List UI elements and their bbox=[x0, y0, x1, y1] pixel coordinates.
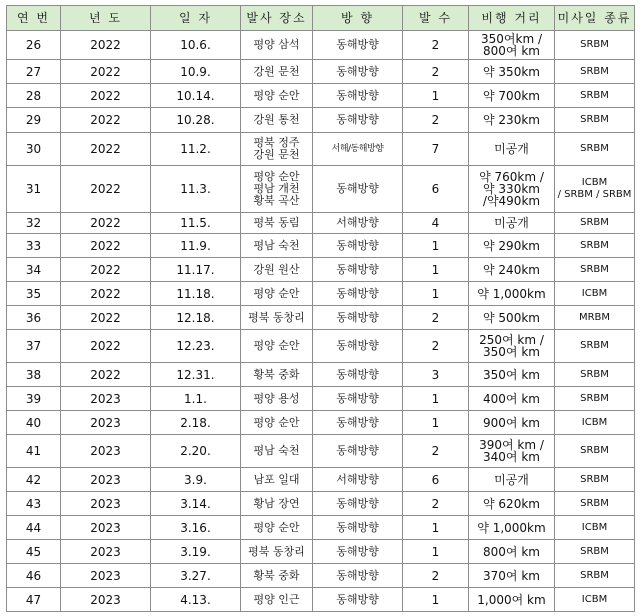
cell-launch-site-line: 황북 중화 bbox=[253, 568, 300, 582]
cell-missile-type-line: SRBM bbox=[580, 368, 609, 380]
cell-serial: 31 bbox=[7, 166, 61, 213]
cell-serial: 43 bbox=[7, 492, 61, 516]
cell-year: 2022 bbox=[61, 133, 151, 166]
cell-year: 2022 bbox=[61, 108, 151, 133]
cell-missile-type bbox=[555, 133, 635, 166]
cell-launch-site-line: 남포 일대 bbox=[253, 472, 300, 486]
cell-count: 2 bbox=[403, 108, 469, 133]
cell-launch-site bbox=[241, 108, 313, 133]
cell-launch-site bbox=[241, 564, 313, 588]
cell-serial: 26 bbox=[7, 31, 61, 60]
cell-serial: 33 bbox=[7, 234, 61, 258]
cell-direction: 동해방향 bbox=[313, 363, 403, 387]
cell-year: 2022 bbox=[61, 306, 151, 330]
table-row bbox=[7, 492, 635, 516]
table-row bbox=[7, 330, 635, 363]
cell-launch-site-line: 평북 정주 bbox=[253, 136, 300, 149]
cell-year: 2023 bbox=[61, 540, 151, 564]
cell-launch-site-line: 평남 개천 bbox=[253, 182, 300, 195]
cell-launch-site bbox=[241, 330, 313, 363]
cell-date: 3.14. bbox=[151, 492, 241, 516]
cell-count: 3 bbox=[403, 363, 469, 387]
cell-flight-distance bbox=[469, 282, 555, 306]
cell-launch-site-line: 평양 순안 bbox=[253, 339, 300, 352]
cell-count: 2 bbox=[403, 564, 469, 588]
cell-launch-site-line: 황북 곡산 bbox=[253, 194, 300, 207]
table-row bbox=[7, 60, 635, 84]
cell-flight-distance bbox=[469, 540, 555, 564]
cell-count: 2 bbox=[403, 31, 469, 60]
cell-flight-distance-line: 약 1,000km bbox=[477, 520, 546, 535]
cell-launch-site-line: 황남 장연 bbox=[253, 496, 300, 510]
cell-date: 4.13. bbox=[151, 588, 241, 612]
cell-direction: 동해방향 bbox=[313, 108, 403, 133]
cell-flight-distance bbox=[469, 84, 555, 108]
cell-year: 2023 bbox=[61, 435, 151, 468]
cell-year: 2022 bbox=[61, 282, 151, 306]
cell-launch-site-line: 평남 숙천 bbox=[253, 444, 300, 457]
header-date: 일 자 bbox=[151, 6, 241, 31]
header-year: 년 도 bbox=[61, 6, 151, 31]
table-row bbox=[7, 468, 635, 492]
cell-date: 12.18. bbox=[151, 306, 241, 330]
cell-date: 11.9. bbox=[151, 234, 241, 258]
cell-missile-type-line: SRBM bbox=[580, 89, 609, 101]
cell-serial: 44 bbox=[7, 516, 61, 540]
cell-launch-site-line: 강원 원산 bbox=[253, 262, 300, 276]
cell-launch-site-line: 강원 통천 bbox=[253, 113, 300, 126]
header-flight-distance: 비행 거리 bbox=[469, 6, 555, 31]
cell-flight-distance-line: 약 330km bbox=[483, 182, 540, 196]
cell-flight-distance-line: 약 700km bbox=[483, 88, 540, 103]
cell-year: 2023 bbox=[61, 516, 151, 540]
cell-serial: 34 bbox=[7, 258, 61, 282]
cell-serial: 29 bbox=[7, 108, 61, 133]
cell-flight-distance-line: 약 290km bbox=[483, 238, 540, 253]
cell-direction: 동해방향 bbox=[313, 411, 403, 435]
cell-missile-type-line: SRBM bbox=[580, 340, 609, 351]
cell-launch-site bbox=[241, 234, 313, 258]
cell-missile-type bbox=[555, 306, 635, 330]
cell-missile-type-line: ICBM bbox=[581, 521, 608, 533]
table-row bbox=[7, 306, 635, 330]
cell-flight-distance bbox=[469, 516, 555, 540]
cell-launch-site-line: 평북 동창리 bbox=[248, 544, 305, 558]
cell-serial: 36 bbox=[7, 306, 61, 330]
cell-flight-distance-line: 1,000여 km bbox=[477, 592, 546, 607]
cell-direction: 동해방향 bbox=[313, 387, 403, 411]
cell-missile-type bbox=[555, 588, 635, 612]
table-header-row bbox=[7, 6, 635, 31]
cell-date: 11.3. bbox=[151, 166, 241, 213]
cell-count: 1 bbox=[403, 516, 469, 540]
table-row bbox=[7, 588, 635, 612]
cell-launch-site bbox=[241, 133, 313, 166]
cell-missile-type bbox=[555, 166, 635, 213]
cell-missile-type-line: SRBM bbox=[580, 445, 609, 456]
cell-date: 3.9. bbox=[151, 468, 241, 492]
cell-missile-type bbox=[555, 492, 635, 516]
cell-missile-type bbox=[555, 330, 635, 363]
table-row bbox=[7, 31, 635, 60]
cell-count: 1 bbox=[403, 540, 469, 564]
cell-serial: 40 bbox=[7, 411, 61, 435]
table-row bbox=[7, 213, 635, 234]
cell-serial: 32 bbox=[7, 213, 61, 234]
cell-direction: 서해/동해방향 bbox=[313, 133, 403, 166]
cell-flight-distance bbox=[469, 564, 555, 588]
cell-direction: 동해방향 bbox=[313, 31, 403, 60]
cell-launch-site bbox=[241, 363, 313, 387]
cell-direction: 동해방향 bbox=[313, 588, 403, 612]
table-body bbox=[7, 31, 635, 612]
cell-missile-type-line: ICBM bbox=[581, 593, 608, 605]
cell-year: 2022 bbox=[61, 31, 151, 60]
cell-missile-type bbox=[555, 60, 635, 84]
cell-missile-type-line: / SRBM / SRBM bbox=[557, 189, 632, 200]
cell-launch-site bbox=[241, 411, 313, 435]
cell-serial: 42 bbox=[7, 468, 61, 492]
missile-launch-table bbox=[6, 5, 635, 612]
cell-launch-site bbox=[241, 60, 313, 84]
cell-year: 2022 bbox=[61, 234, 151, 258]
cell-flight-distance-line: 미공개 bbox=[494, 472, 529, 487]
cell-flight-distance-line: 400여 km bbox=[483, 391, 540, 406]
cell-direction: 동해방향 bbox=[313, 492, 403, 516]
cell-direction: 동해방향 bbox=[313, 60, 403, 84]
cell-date: 3.27. bbox=[151, 564, 241, 588]
cell-serial: 39 bbox=[7, 387, 61, 411]
cell-serial: 30 bbox=[7, 133, 61, 166]
cell-launch-site bbox=[241, 84, 313, 108]
cell-direction: 동해방향 bbox=[313, 234, 403, 258]
cell-launch-site-line: 강원 문천 bbox=[253, 64, 300, 78]
cell-count: 2 bbox=[403, 60, 469, 84]
cell-missile-type bbox=[555, 234, 635, 258]
cell-direction: 동해방향 bbox=[313, 435, 403, 468]
cell-launch-site bbox=[241, 492, 313, 516]
cell-flight-distance bbox=[469, 435, 555, 468]
cell-year: 2023 bbox=[61, 411, 151, 435]
cell-missile-type bbox=[555, 108, 635, 133]
cell-serial: 37 bbox=[7, 330, 61, 363]
cell-count: 1 bbox=[403, 282, 469, 306]
table-row bbox=[7, 84, 635, 108]
cell-count: 6 bbox=[403, 468, 469, 492]
cell-missile-type-line: SRBM bbox=[580, 217, 609, 228]
cell-serial: 28 bbox=[7, 84, 61, 108]
cell-serial: 27 bbox=[7, 60, 61, 84]
cell-year: 2022 bbox=[61, 213, 151, 234]
cell-flight-distance-line: 미공개 bbox=[494, 216, 529, 230]
cell-flight-distance bbox=[469, 492, 555, 516]
cell-flight-distance bbox=[469, 133, 555, 166]
cell-missile-type-line: ICBM bbox=[581, 287, 608, 299]
table-row bbox=[7, 282, 635, 306]
cell-flight-distance-line: 약 500km bbox=[483, 310, 540, 325]
header-launch-site: 발사 장소 bbox=[241, 6, 313, 31]
table-row bbox=[7, 234, 635, 258]
cell-missile-type bbox=[555, 435, 635, 468]
cell-count: 2 bbox=[403, 435, 469, 468]
cell-year: 2022 bbox=[61, 60, 151, 84]
cell-direction: 동해방향 bbox=[313, 166, 403, 213]
table-row bbox=[7, 387, 635, 411]
cell-launch-site-line: 평북 동창리 bbox=[248, 310, 305, 324]
cell-launch-site-line: 평북 동림 bbox=[253, 216, 300, 229]
cell-missile-type-line: SRBM bbox=[580, 239, 609, 251]
cell-launch-site-line: 평양 삼석 bbox=[253, 38, 300, 51]
cell-flight-distance-line: 350여 km bbox=[483, 345, 540, 359]
cell-count: 2 bbox=[403, 330, 469, 363]
cell-launch-site-line: 평양 순안 bbox=[253, 170, 300, 183]
cell-serial: 35 bbox=[7, 282, 61, 306]
cell-flight-distance-line: 350여km / bbox=[481, 32, 542, 46]
cell-launch-site bbox=[241, 166, 313, 213]
cell-date: 2.18. bbox=[151, 411, 241, 435]
cell-missile-type bbox=[555, 363, 635, 387]
cell-flight-distance-line: /약490km bbox=[482, 194, 541, 208]
cell-flight-distance-line: 800여 km bbox=[483, 44, 540, 58]
cell-count: 6 bbox=[403, 166, 469, 213]
cell-missile-type bbox=[555, 282, 635, 306]
cell-launch-site-line: 평양 순안 bbox=[253, 415, 300, 429]
cell-count: 1 bbox=[403, 387, 469, 411]
cell-launch-site bbox=[241, 588, 313, 612]
cell-launch-site-line: 평양 순안 bbox=[253, 286, 300, 300]
cell-missile-type bbox=[555, 31, 635, 60]
cell-missile-type-line: SRBM bbox=[580, 545, 609, 557]
cell-launch-site bbox=[241, 258, 313, 282]
table-row bbox=[7, 540, 635, 564]
cell-missile-type-line: SRBM bbox=[580, 39, 609, 50]
cell-flight-distance-line: 약 240km bbox=[483, 262, 540, 277]
cell-launch-site-line: 강원 문천 bbox=[253, 148, 300, 161]
cell-flight-distance bbox=[469, 306, 555, 330]
cell-direction: 서해방향 bbox=[313, 213, 403, 234]
cell-serial: 46 bbox=[7, 564, 61, 588]
cell-direction: 동해방향 bbox=[313, 330, 403, 363]
cell-missile-type-line: SRBM bbox=[580, 392, 609, 404]
cell-date: 10.9. bbox=[151, 60, 241, 84]
cell-missile-type bbox=[555, 564, 635, 588]
cell-missile-type bbox=[555, 84, 635, 108]
cell-date: 10.6. bbox=[151, 31, 241, 60]
cell-missile-type-line: SRBM bbox=[580, 497, 609, 509]
cell-serial: 38 bbox=[7, 363, 61, 387]
cell-date: 11.17. bbox=[151, 258, 241, 282]
cell-flight-distance-line: 350여 km bbox=[483, 367, 540, 382]
cell-year: 2022 bbox=[61, 330, 151, 363]
cell-missile-type bbox=[555, 387, 635, 411]
table-row bbox=[7, 516, 635, 540]
cell-launch-site bbox=[241, 306, 313, 330]
cell-flight-distance-line: 약 230km bbox=[483, 113, 540, 127]
cell-flight-distance bbox=[469, 258, 555, 282]
cell-year: 2022 bbox=[61, 258, 151, 282]
cell-serial: 47 bbox=[7, 588, 61, 612]
cell-year: 2022 bbox=[61, 363, 151, 387]
cell-launch-site-line: 평양 용성 bbox=[253, 391, 300, 405]
cell-missile-type-line: SRBM bbox=[580, 65, 609, 77]
cell-year: 2022 bbox=[61, 84, 151, 108]
cell-year: 2023 bbox=[61, 564, 151, 588]
cell-direction: 동해방향 bbox=[313, 306, 403, 330]
cell-launch-site bbox=[241, 387, 313, 411]
cell-year: 2023 bbox=[61, 492, 151, 516]
table-row bbox=[7, 133, 635, 166]
table-row bbox=[7, 564, 635, 588]
cell-count: 2 bbox=[403, 492, 469, 516]
cell-date: 11.5. bbox=[151, 213, 241, 234]
cell-missile-type bbox=[555, 540, 635, 564]
cell-date: 10.14. bbox=[151, 84, 241, 108]
cell-missile-type-line: ICBM bbox=[581, 177, 608, 188]
cell-flight-distance bbox=[469, 588, 555, 612]
cell-direction: 동해방향 bbox=[313, 282, 403, 306]
table-row bbox=[7, 258, 635, 282]
cell-missile-type bbox=[555, 468, 635, 492]
cell-flight-distance bbox=[469, 234, 555, 258]
cell-flight-distance bbox=[469, 108, 555, 133]
cell-flight-distance-line: 250여 km / bbox=[479, 333, 544, 347]
cell-launch-site bbox=[241, 31, 313, 60]
cell-flight-distance bbox=[469, 387, 555, 411]
header-missile-type: 미사일 종류 bbox=[555, 6, 635, 31]
cell-flight-distance-line: 370여 km bbox=[483, 568, 540, 583]
cell-serial: 41 bbox=[7, 435, 61, 468]
cell-flight-distance-line: 미공개 bbox=[494, 142, 529, 156]
cell-count: 2 bbox=[403, 306, 469, 330]
cell-flight-distance-line: 약 760km / bbox=[479, 170, 544, 184]
cell-missile-type bbox=[555, 258, 635, 282]
table-row bbox=[7, 363, 635, 387]
cell-missile-type-line: MRBM bbox=[578, 311, 611, 323]
cell-direction: 동해방향 bbox=[313, 258, 403, 282]
cell-missile-type-line: SRBM bbox=[580, 143, 609, 154]
cell-date: 12.23. bbox=[151, 330, 241, 363]
header-serial: 연 번 bbox=[7, 6, 61, 31]
cell-missile-type-line: SRBM bbox=[580, 569, 609, 581]
cell-count: 1 bbox=[403, 588, 469, 612]
cell-flight-distance bbox=[469, 363, 555, 387]
cell-launch-site-line: 평남 숙천 bbox=[253, 238, 300, 252]
cell-launch-site-line: 평양 인근 bbox=[253, 592, 300, 606]
cell-count: 4 bbox=[403, 213, 469, 234]
cell-flight-distance bbox=[469, 31, 555, 60]
cell-missile-type bbox=[555, 411, 635, 435]
cell-missile-type-line: SRBM bbox=[580, 263, 609, 275]
cell-count: 1 bbox=[403, 258, 469, 282]
cell-launch-site bbox=[241, 540, 313, 564]
cell-launch-site-line: 평양 순안 bbox=[253, 520, 300, 534]
cell-flight-distance-line: 약 620km bbox=[483, 496, 540, 511]
cell-count: 1 bbox=[403, 411, 469, 435]
cell-missile-type-line: SRBM bbox=[580, 114, 609, 125]
cell-date: 12.31. bbox=[151, 363, 241, 387]
cell-flight-distance-line: 340여 km bbox=[483, 450, 540, 464]
cell-flight-distance-line: 약 350km bbox=[483, 64, 540, 79]
cell-year: 2023 bbox=[61, 387, 151, 411]
cell-flight-distance bbox=[469, 60, 555, 84]
cell-count: 1 bbox=[403, 84, 469, 108]
cell-flight-distance-line: 390여 km / bbox=[479, 438, 544, 452]
cell-year: 2023 bbox=[61, 468, 151, 492]
cell-date: 3.19. bbox=[151, 540, 241, 564]
header-direction: 방 향 bbox=[313, 6, 403, 31]
table-row bbox=[7, 435, 635, 468]
cell-direction: 서해방향 bbox=[313, 468, 403, 492]
cell-flight-distance bbox=[469, 468, 555, 492]
cell-year: 2022 bbox=[61, 166, 151, 213]
cell-missile-type bbox=[555, 213, 635, 234]
cell-direction: 동해방향 bbox=[313, 516, 403, 540]
cell-flight-distance bbox=[469, 330, 555, 363]
cell-flight-distance bbox=[469, 411, 555, 435]
cell-date: 11.2. bbox=[151, 133, 241, 166]
table-row bbox=[7, 108, 635, 133]
cell-launch-site-line: 평양 순안 bbox=[253, 88, 300, 102]
cell-date: 11.18. bbox=[151, 282, 241, 306]
cell-launch-site-line: 황북 중화 bbox=[253, 367, 300, 381]
cell-date: 10.28. bbox=[151, 108, 241, 133]
cell-missile-type-line: SRBM bbox=[580, 473, 609, 485]
cell-serial: 45 bbox=[7, 540, 61, 564]
cell-date: 1.1. bbox=[151, 387, 241, 411]
cell-launch-site bbox=[241, 516, 313, 540]
table-row bbox=[7, 166, 635, 213]
cell-date: 3.16. bbox=[151, 516, 241, 540]
cell-flight-distance-line: 800여 km bbox=[483, 544, 540, 559]
cell-year: 2023 bbox=[61, 588, 151, 612]
cell-flight-distance-line: 900여 km bbox=[483, 415, 540, 430]
cell-direction: 동해방향 bbox=[313, 84, 403, 108]
table-row bbox=[7, 411, 635, 435]
cell-missile-type-line: ICBM bbox=[581, 416, 608, 428]
cell-launch-site bbox=[241, 468, 313, 492]
cell-missile-type bbox=[555, 516, 635, 540]
cell-date: 2.20. bbox=[151, 435, 241, 468]
cell-flight-distance bbox=[469, 166, 555, 213]
cell-direction: 동해방향 bbox=[313, 564, 403, 588]
cell-direction: 동해방향 bbox=[313, 540, 403, 564]
cell-launch-site bbox=[241, 435, 313, 468]
cell-flight-distance-line: 약 1,000km bbox=[477, 286, 546, 301]
cell-count: 1 bbox=[403, 234, 469, 258]
cell-launch-site bbox=[241, 213, 313, 234]
cell-count: 7 bbox=[403, 133, 469, 166]
header-count: 발 수 bbox=[403, 6, 469, 31]
cell-flight-distance bbox=[469, 213, 555, 234]
cell-launch-site bbox=[241, 282, 313, 306]
